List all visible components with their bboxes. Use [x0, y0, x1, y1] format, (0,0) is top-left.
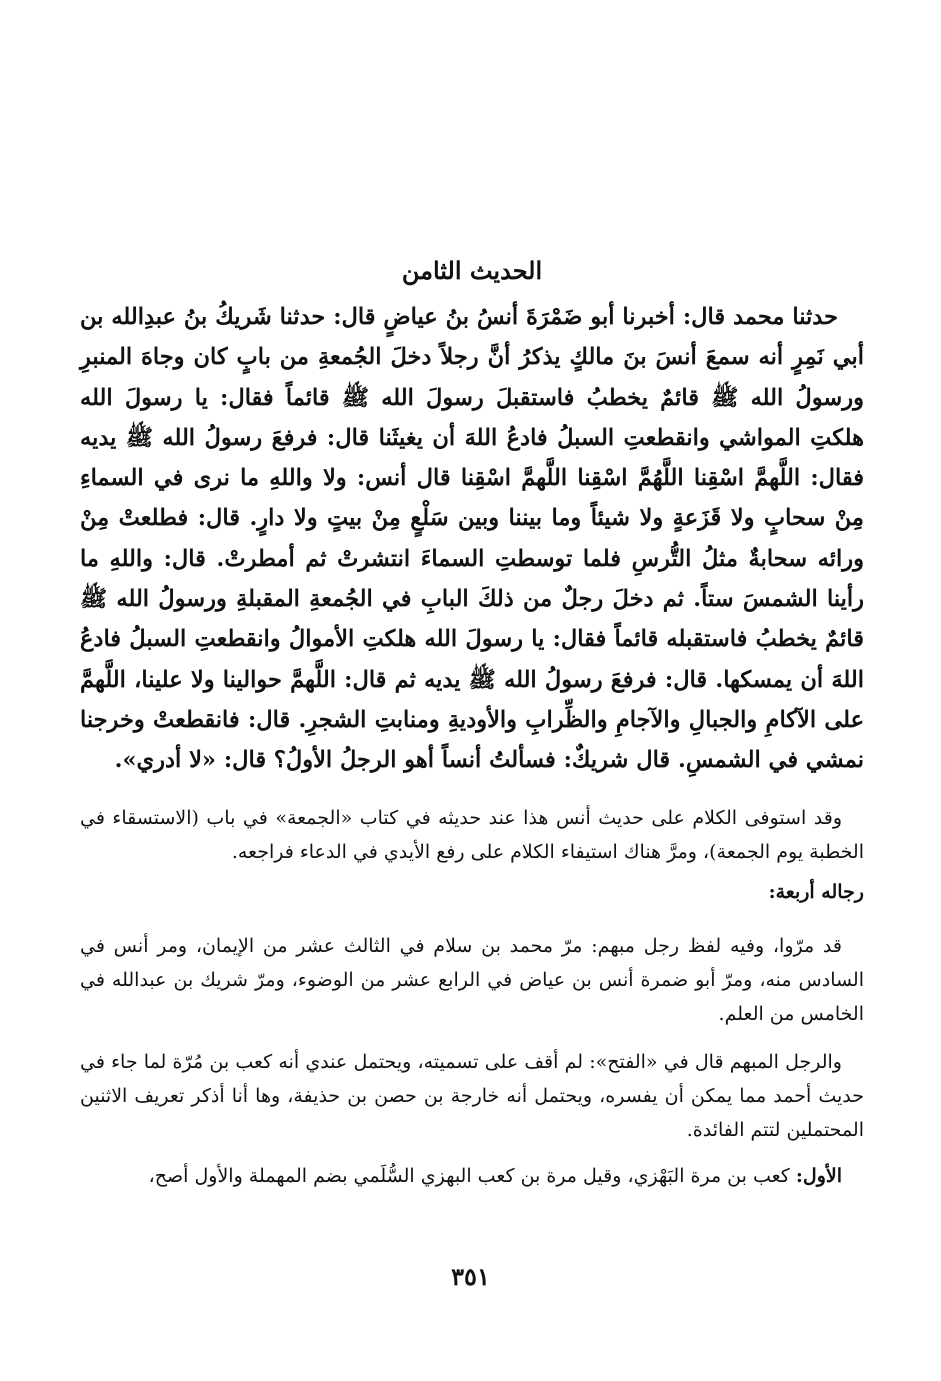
narrators-subheading: رجاله أربعة:: [768, 880, 864, 903]
commentary-paragraph-3: والرجل المبهم قال في «الفتح»: لم أقف على تسميته، ويحتمل عندي أنه كعب بن مُرّة لما جاء في حديث أحمد مما يمكن أن يفسره، ويحتمل أنه خارجة بن حصن بن حذيفة، وها أنا أذكر تعريف الاثنين المحتملين لتتم الفائدة.: [80, 1050, 864, 1141]
hadith-text: حدثنا محمد قال: أخبرنا أبو ضَمْرَةَ أنسُ بنُ عياضٍ قال: حدثنا شَريكُ بنُ عبدِالله بن أبي نَمِرٍ أنه سمعَ أنسَ بنَ مالكٍ يذكرُ أنَّ رجلاً دخلَ الجُمعةِ من بابٍ كان وجاهَ المنبرِ ورسولُ الله ﷺ قائمٌ يخطبُ فاستقبلَ رسولَ الله ﷺ قائماً فقال: يا رسولَ الله هلكتِ المواشي وانقطعتِ السبلُ فادعُ اللهَ أن يغيثَنا قال: فرفعَ رسولُ الله ﷺ يديه فقال: اللَّهمَّ اسْقِنا اللَّهُمَّ اسْقِنا اللَّهمَّ اسْقِنا قال أنس: ولا واللهِ ما نرى في السماءِ مِنْ سحابٍ ولا قَزَعةٍ ولا شيئاً وما بيننا وبين سَلْعٍ مِنْ بيتٍ ولا دارٍ. قال: فطلعتْ مِنْ ورائه سحابةٌ مثلُ التُّرسِ فلما توسطتِ السماءَ انتشرتْ ثم أمطرتْ. قال: واللهِ ما رأينا الشمسَ ستاً. ثم دخلَ رجلٌ من ذلكَ البابِ في الجُمعةِ المقبلةِ ورسولُ الله ﷺ قائمٌ يخطبُ فاستقبله قائماً فقال: يا رسولَ الله هلكتِ الأموالُ وانقطعتِ السبلُ فادعُ اللهَ أن يمسكها. قال: فرفعَ رسولُ الله ﷺ يديه ثم قال: اللَّهمَّ حوالينا ولا علينا، اللَّهمَّ على الآكامِ والجبالِ والآجامِ والظِّرابِ والأوديةِ ومنابتِ الشجرِ. قال: فانقطعتْ وخرجنا نمشي في الشمسِ. قال شريكٌ: فسألتُ أنساً أهو الرجلُ الأولُ؟ قال: «لا أدري».: [80, 304, 864, 774]
paragraph-4-text: كعب بن مرة البَهْزي، وقيل مرة بن كعب البهزي السُّلَمي بضم المهملة والأول أصح،: [148, 1164, 790, 1187]
page-content: [80, 253, 864, 1193]
commentary-paragraph-2: قد مرّوا، وفيه لفظ رجل مبهم: مرّ محمد بن سلام في الثالث عشر من الإيمان، ومر أنس في السادس منه، ومرّ أبو ضمرة أنس بن عياض في الرابع عشر من الوضوء، ومرّ شريك بن عبدالله في الخامس من العلم.: [80, 934, 864, 1025]
page-number: ٣٥١: [451, 1262, 490, 1291]
commentary-paragraph-4: [80, 1159, 864, 1193]
commentary-paragraph-1: وقد استوفى الكلام على حديث أنس هذا عند حديثه في كتاب «الجمعة» في باب (الاستسقاء في الخطبة يوم الجمعة)، ومرَّ هناك استيفاء الكلام على رفع الأيدي في الدعاء فراجعه.: [80, 806, 864, 863]
hadith-heading: الحديث الثامن: [401, 256, 543, 285]
paragraph-lead-label: الأول:: [795, 1164, 842, 1187]
